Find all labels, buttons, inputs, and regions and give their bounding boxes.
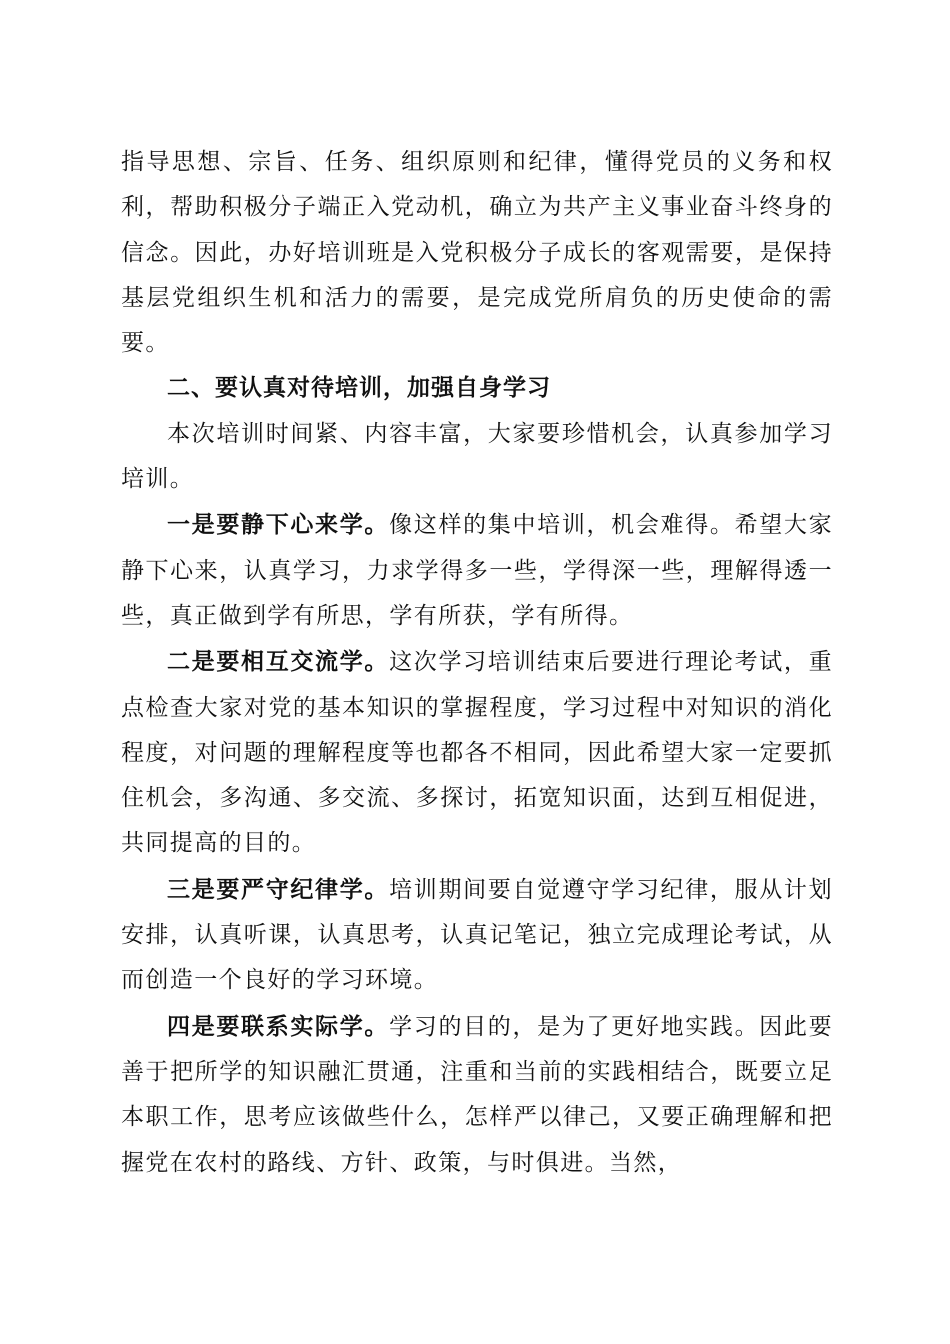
document-body [121, 140, 833, 1186]
point-text: 培训期间要自觉遵守学习纪律，服从计划安排，认真听课，认真思考，认真记笔记，独立完成理论考试，从而创造一个良好的学习环境。 [121, 876, 833, 994]
paragraph-text: 本次培训时间紧、内容丰富，大家要珍惜机会，认真参加学习培训。 [121, 420, 833, 493]
paragraph-point-4 [121, 1004, 833, 1186]
paragraph-point-2 [121, 639, 833, 866]
paragraph-point-3 [121, 867, 833, 1004]
point-lead: 二是要相互交流学。 [167, 648, 390, 676]
point-lead: 三是要严守纪律学。 [167, 875, 390, 903]
point-text: 学习的目的，是为了更好地实践。因此要善于把所学的知识融汇贯通，注重和当前的实践相结合，既要立足本职工作，思考应该做些什么，怎样严以律己，又要正确理解和把握党在农村的路线、方针、政策，与时俱进。当然， [121, 1013, 833, 1176]
paragraph-text: 指导思想、宗旨、任务、组织原则和纪律，懂得党员的义务和权利，帮助积极分子端正入党动机，确立为共产主义事业奋斗终身的信念。因此，办好培训班是入党积极分子成长的客观需要，是保持基层党组织生机和活力的需要，是完成党所肩负的历史使命的需要。 [121, 149, 833, 357]
section-heading-text: 二、要认真对待培训，加强自身学习 [167, 375, 551, 402]
point-lead: 一是要静下心来学。 [167, 511, 390, 539]
paragraph-continuation [121, 140, 833, 366]
point-lead: 四是要联系实际学。 [167, 1012, 390, 1040]
paragraph-point-1 [121, 502, 833, 639]
point-text: 这次学习培训结束后要进行理论考试，重点检查大家对党的基本知识的掌握程度，学习过程中对知识的消化程度，对问题的理解程度等也都各不相同，因此希望大家一定要抓住机会，多沟通、多交流、多探讨，拓宽知识面，达到互相促进，共同提高的目的。 [121, 649, 833, 857]
point-text: 像这样的集中培训，机会难得。希望大家静下心来，认真学习，力求学得多一些，学得深一些，理解得透一些，真正做到学有所思，学有所获，学有所得。 [121, 512, 833, 629]
paragraph-intro [121, 412, 833, 503]
section-heading [121, 366, 833, 411]
